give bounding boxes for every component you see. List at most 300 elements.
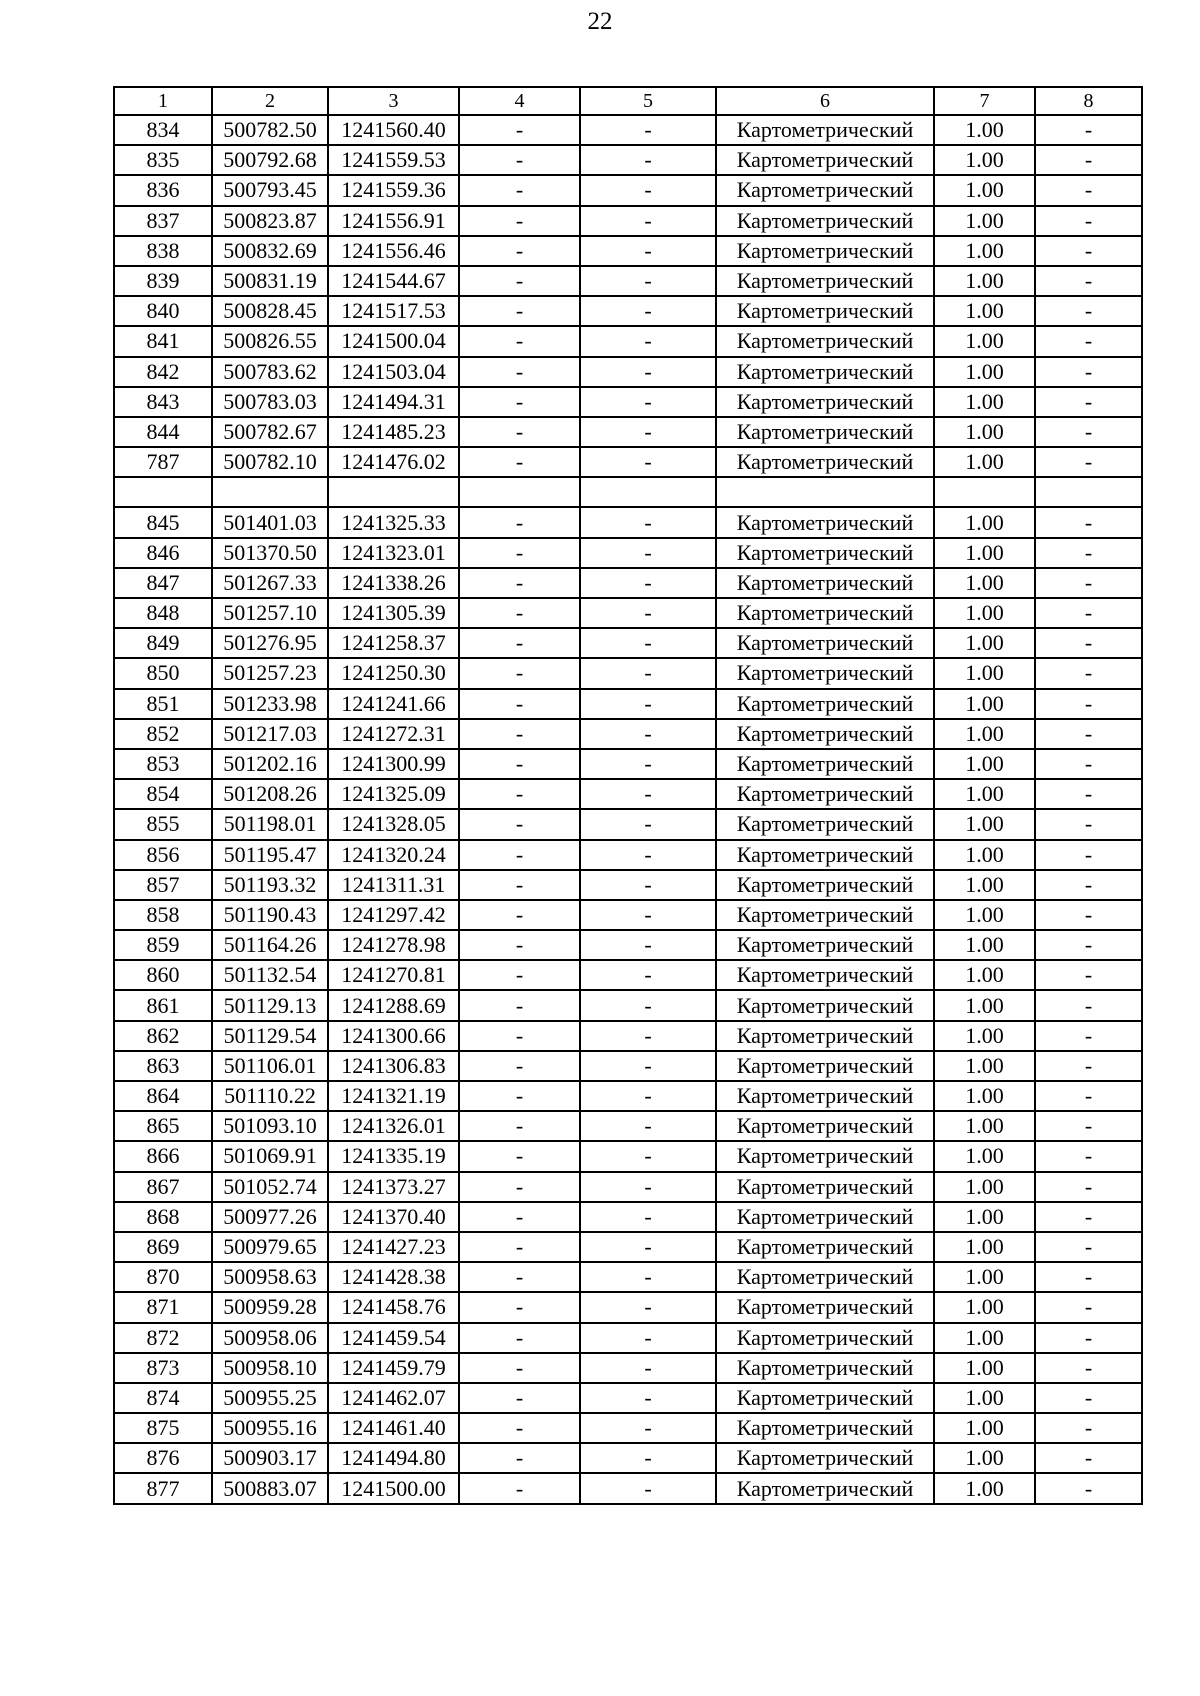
cell-x-coordinate: 500958.10 (212, 1353, 328, 1383)
cell-col-4: - (459, 990, 580, 1020)
cell-accuracy: 1.00 (934, 1141, 1035, 1171)
cell-point-number: 853 (114, 749, 212, 779)
cell-col-8: - (1035, 1443, 1142, 1473)
cell-y-coordinate: 1241270.81 (328, 960, 459, 990)
cell-col-5: - (580, 236, 716, 266)
cell-point-number: 843 (114, 387, 212, 417)
cell-accuracy: 1.00 (934, 326, 1035, 356)
cell-y-coordinate: 1241311.31 (328, 870, 459, 900)
cell-method: Картометрический (716, 840, 934, 870)
cell-col-8 (1035, 477, 1142, 507)
cell-point-number: 872 (114, 1323, 212, 1353)
cell-method: Картометрический (716, 960, 934, 990)
cell-x-coordinate: 500831.19 (212, 266, 328, 296)
cell-point-number: 854 (114, 779, 212, 809)
table-row (114, 990, 1142, 1020)
cell-col-4: - (459, 1262, 580, 1292)
cell-col-5: - (580, 175, 716, 205)
cell-accuracy: 1.00 (934, 1353, 1035, 1383)
cell-col-5: - (580, 206, 716, 236)
cell-col-5: - (580, 990, 716, 1020)
cell-method: Картометрический (716, 1383, 934, 1413)
cell-col-8: - (1035, 1292, 1142, 1322)
cell-col-4: - (459, 357, 580, 387)
cell-x-coordinate: 501052.74 (212, 1172, 328, 1202)
cell-accuracy: 1.00 (934, 417, 1035, 447)
cell-point-number (114, 477, 212, 507)
cell-accuracy: 1.00 (934, 1172, 1035, 1202)
cell-col-5: - (580, 1232, 716, 1262)
cell-method: Картометрический (716, 568, 934, 598)
cell-col-8: - (1035, 1262, 1142, 1292)
cell-col-5: - (580, 1172, 716, 1202)
cell-col-5: - (580, 1021, 716, 1051)
cell-col-8: - (1035, 960, 1142, 990)
column-header: 3 (328, 87, 459, 115)
cell-y-coordinate: 1241485.23 (328, 417, 459, 447)
cell-method: Картометрический (716, 206, 934, 236)
cell-y-coordinate: 1241278.98 (328, 930, 459, 960)
cell-x-coordinate: 500783.62 (212, 357, 328, 387)
column-header: 6 (716, 87, 934, 115)
cell-col-5: - (580, 296, 716, 326)
cell-point-number: 838 (114, 236, 212, 266)
cell-method: Картометрический (716, 749, 934, 779)
cell-x-coordinate: 501132.54 (212, 960, 328, 990)
cell-y-coordinate: 1241560.40 (328, 115, 459, 145)
cell-col-4: - (459, 1353, 580, 1383)
cell-method: Картометрический (716, 990, 934, 1020)
cell-col-5: - (580, 870, 716, 900)
cell-x-coordinate: 500955.16 (212, 1413, 328, 1443)
cell-col-5: - (580, 658, 716, 688)
cell-x-coordinate: 501257.10 (212, 598, 328, 628)
cell-point-number: 860 (114, 960, 212, 990)
cell-col-4: - (459, 538, 580, 568)
cell-col-8: - (1035, 326, 1142, 356)
cell-point-number: 864 (114, 1081, 212, 1111)
table-row (114, 145, 1142, 175)
table-row (114, 236, 1142, 266)
cell-method: Картометрический (716, 447, 934, 477)
cell-col-4: - (459, 507, 580, 537)
column-header: 8 (1035, 87, 1142, 115)
cell-accuracy: 1.00 (934, 840, 1035, 870)
table-row (114, 417, 1142, 447)
cell-method: Картометрический (716, 175, 934, 205)
cell-y-coordinate: 1241241.66 (328, 689, 459, 719)
column-header: 5 (580, 87, 716, 115)
cell-col-5 (580, 477, 716, 507)
cell-y-coordinate: 1241428.38 (328, 1262, 459, 1292)
cell-col-5: - (580, 1473, 716, 1503)
cell-y-coordinate: 1241459.79 (328, 1353, 459, 1383)
cell-y-coordinate: 1241272.31 (328, 719, 459, 749)
cell-col-8: - (1035, 1323, 1142, 1353)
cell-y-coordinate: 1241306.83 (328, 1051, 459, 1081)
cell-x-coordinate: 500958.06 (212, 1323, 328, 1353)
cell-method: Картометрический (716, 1111, 934, 1141)
cell-x-coordinate: 501198.01 (212, 809, 328, 839)
cell-accuracy: 1.00 (934, 568, 1035, 598)
cell-col-8: - (1035, 1413, 1142, 1443)
cell-x-coordinate: 500832.69 (212, 236, 328, 266)
cell-col-8: - (1035, 809, 1142, 839)
cell-accuracy (934, 477, 1035, 507)
table-row (114, 296, 1142, 326)
cell-y-coordinate: 1241556.91 (328, 206, 459, 236)
cell-x-coordinate: 500979.65 (212, 1232, 328, 1262)
cell-accuracy: 1.00 (934, 779, 1035, 809)
cell-col-4: - (459, 145, 580, 175)
cell-col-8: - (1035, 1051, 1142, 1081)
cell-x-coordinate: 501129.54 (212, 1021, 328, 1051)
cell-y-coordinate: 1241427.23 (328, 1232, 459, 1262)
cell-col-8: - (1035, 1081, 1142, 1111)
cell-x-coordinate: 501129.13 (212, 990, 328, 1020)
table-row (114, 598, 1142, 628)
cell-col-5: - (580, 930, 716, 960)
cell-accuracy: 1.00 (934, 538, 1035, 568)
cell-col-8: - (1035, 779, 1142, 809)
cell-point-number: 840 (114, 296, 212, 326)
cell-point-number: 857 (114, 870, 212, 900)
cell-point-number: 845 (114, 507, 212, 537)
cell-accuracy: 1.00 (934, 266, 1035, 296)
column-header: 7 (934, 87, 1035, 115)
cell-y-coordinate: 1241494.80 (328, 1443, 459, 1473)
cell-col-4: - (459, 296, 580, 326)
cell-col-8: - (1035, 598, 1142, 628)
cell-accuracy: 1.00 (934, 1443, 1035, 1473)
cell-point-number: 871 (114, 1292, 212, 1322)
cell-method: Картометрический (716, 387, 934, 417)
cell-accuracy: 1.00 (934, 1232, 1035, 1262)
cell-method: Картометрический (716, 1473, 934, 1503)
cell-method: Картометрический (716, 1323, 934, 1353)
cell-y-coordinate: 1241328.05 (328, 809, 459, 839)
cell-col-8: - (1035, 658, 1142, 688)
cell-col-5: - (580, 1383, 716, 1413)
cell-x-coordinate: 500955.25 (212, 1383, 328, 1413)
cell-method: Картометрический (716, 779, 934, 809)
cell-col-4: - (459, 115, 580, 145)
cell-method: Картометрический (716, 1202, 934, 1232)
cell-point-number: 877 (114, 1473, 212, 1503)
cell-y-coordinate: 1241250.30 (328, 658, 459, 688)
cell-point-number: 842 (114, 357, 212, 387)
cell-method: Картометрический (716, 357, 934, 387)
cell-x-coordinate: 500903.17 (212, 1443, 328, 1473)
cell-y-coordinate: 1241321.19 (328, 1081, 459, 1111)
table-row (114, 870, 1142, 900)
cell-col-8: - (1035, 840, 1142, 870)
cell-point-number: 849 (114, 628, 212, 658)
cell-point-number: 866 (114, 1141, 212, 1171)
table-row (114, 1262, 1142, 1292)
cell-point-number: 869 (114, 1232, 212, 1262)
table-row (114, 1443, 1142, 1473)
cell-col-5: - (580, 749, 716, 779)
cell-col-8: - (1035, 417, 1142, 447)
cell-x-coordinate: 501276.95 (212, 628, 328, 658)
cell-x-coordinate: 501370.50 (212, 538, 328, 568)
cell-col-4: - (459, 1413, 580, 1443)
cell-accuracy: 1.00 (934, 1413, 1035, 1443)
cell-accuracy: 1.00 (934, 960, 1035, 990)
cell-col-4: - (459, 266, 580, 296)
cell-col-4: - (459, 749, 580, 779)
cell-accuracy: 1.00 (934, 296, 1035, 326)
cell-y-coordinate: 1241258.37 (328, 628, 459, 658)
cell-y-coordinate: 1241326.01 (328, 1111, 459, 1141)
cell-col-5: - (580, 387, 716, 417)
cell-point-number: 837 (114, 206, 212, 236)
cell-y-coordinate: 1241305.39 (328, 598, 459, 628)
cell-method: Картометрический (716, 417, 934, 447)
cell-col-5: - (580, 1081, 716, 1111)
cell-col-4: - (459, 417, 580, 447)
cell-x-coordinate: 501257.23 (212, 658, 328, 688)
table-row (114, 538, 1142, 568)
cell-point-number: 847 (114, 568, 212, 598)
cell-col-4: - (459, 1473, 580, 1503)
table-row (114, 960, 1142, 990)
cell-accuracy: 1.00 (934, 628, 1035, 658)
cell-point-number: 844 (114, 417, 212, 447)
cell-col-4: - (459, 658, 580, 688)
cell-method: Картометрический (716, 296, 934, 326)
cell-col-5: - (580, 719, 716, 749)
cell-col-4: - (459, 1292, 580, 1322)
cell-x-coordinate: 501217.03 (212, 719, 328, 749)
table-row (114, 779, 1142, 809)
table-row (114, 930, 1142, 960)
table-row (114, 809, 1142, 839)
cell-y-coordinate: 1241517.53 (328, 296, 459, 326)
cell-col-5: - (580, 900, 716, 930)
cell-accuracy: 1.00 (934, 115, 1035, 145)
cell-point-number: 862 (114, 1021, 212, 1051)
cell-col-5: - (580, 1202, 716, 1232)
cell-method: Картометрический (716, 689, 934, 719)
cell-accuracy: 1.00 (934, 870, 1035, 900)
cell-x-coordinate: 501093.10 (212, 1111, 328, 1141)
cell-accuracy: 1.00 (934, 175, 1035, 205)
cell-y-coordinate: 1241476.02 (328, 447, 459, 477)
cell-accuracy: 1.00 (934, 1262, 1035, 1292)
cell-accuracy: 1.00 (934, 1323, 1035, 1353)
table-row (114, 266, 1142, 296)
cell-col-8: - (1035, 900, 1142, 930)
cell-y-coordinate: 1241325.33 (328, 507, 459, 537)
cell-col-4: - (459, 1141, 580, 1171)
cell-x-coordinate: 500823.87 (212, 206, 328, 236)
cell-col-8: - (1035, 1111, 1142, 1141)
cell-col-5: - (580, 1141, 716, 1171)
cell-x-coordinate: 500959.28 (212, 1292, 328, 1322)
cell-col-4: - (459, 1081, 580, 1111)
cell-x-coordinate: 500826.55 (212, 326, 328, 356)
cell-col-4: - (459, 1202, 580, 1232)
cell-col-4: - (459, 1383, 580, 1413)
cell-col-5: - (580, 628, 716, 658)
table-row (114, 1051, 1142, 1081)
cell-col-8: - (1035, 1202, 1142, 1232)
cell-col-8: - (1035, 447, 1142, 477)
cell-accuracy: 1.00 (934, 1051, 1035, 1081)
cell-x-coordinate: 500793.45 (212, 175, 328, 205)
cell-method: Картометрический (716, 1021, 934, 1051)
table-row (114, 206, 1142, 236)
cell-accuracy: 1.00 (934, 387, 1035, 417)
cell-x-coordinate: 500792.68 (212, 145, 328, 175)
cell-x-coordinate: 500883.07 (212, 1473, 328, 1503)
cell-method: Картометрический (716, 719, 934, 749)
cell-point-number: 836 (114, 175, 212, 205)
cell-method: Картометрический (716, 1413, 934, 1443)
cell-accuracy: 1.00 (934, 749, 1035, 779)
cell-accuracy: 1.00 (934, 206, 1035, 236)
cell-accuracy: 1.00 (934, 689, 1035, 719)
header-row (114, 87, 1142, 115)
cell-x-coordinate: 501233.98 (212, 689, 328, 719)
cell-col-5: - (580, 689, 716, 719)
cell-point-number: 856 (114, 840, 212, 870)
cell-col-8: - (1035, 1141, 1142, 1171)
cell-col-8: - (1035, 749, 1142, 779)
cell-col-8: - (1035, 145, 1142, 175)
cell-point-number: 867 (114, 1172, 212, 1202)
cell-col-4: - (459, 1323, 580, 1353)
table-row (114, 1383, 1142, 1413)
cell-accuracy: 1.00 (934, 447, 1035, 477)
cell-col-5: - (580, 809, 716, 839)
cell-x-coordinate: 500783.03 (212, 387, 328, 417)
cell-col-8: - (1035, 1473, 1142, 1503)
cell-point-number: 834 (114, 115, 212, 145)
cell-method: Картометрический (716, 538, 934, 568)
cell-method: Картометрический (716, 628, 934, 658)
cell-point-number: 868 (114, 1202, 212, 1232)
cell-y-coordinate: 1241544.67 (328, 266, 459, 296)
cell-col-5: - (580, 326, 716, 356)
cell-col-5: - (580, 115, 716, 145)
cell-method: Картометрический (716, 1172, 934, 1202)
table-row (114, 658, 1142, 688)
cell-col-4: - (459, 779, 580, 809)
cell-y-coordinate: 1241503.04 (328, 357, 459, 387)
cell-col-8: - (1035, 990, 1142, 1020)
cell-col-4: - (459, 1172, 580, 1202)
table-row (114, 1232, 1142, 1262)
cell-accuracy: 1.00 (934, 1292, 1035, 1322)
cell-x-coordinate: 501069.91 (212, 1141, 328, 1171)
cell-method: Картометрический (716, 236, 934, 266)
column-header: 2 (212, 87, 328, 115)
cell-point-number: 865 (114, 1111, 212, 1141)
cell-method: Картометрический (716, 1292, 934, 1322)
cell-accuracy: 1.00 (934, 1021, 1035, 1051)
cell-point-number: 861 (114, 990, 212, 1020)
cell-y-coordinate: 1241462.07 (328, 1383, 459, 1413)
cell-y-coordinate: 1241494.31 (328, 387, 459, 417)
cell-method: Картометрический (716, 1262, 934, 1292)
cell-accuracy: 1.00 (934, 990, 1035, 1020)
cell-accuracy: 1.00 (934, 598, 1035, 628)
cell-point-number: 855 (114, 809, 212, 839)
cell-col-5: - (580, 1323, 716, 1353)
table-row (114, 1202, 1142, 1232)
cell-col-5: - (580, 145, 716, 175)
cell-point-number: 851 (114, 689, 212, 719)
cell-col-5: - (580, 507, 716, 537)
cell-point-number: 859 (114, 930, 212, 960)
cell-col-5: - (580, 417, 716, 447)
cell-y-coordinate: 1241370.40 (328, 1202, 459, 1232)
cell-point-number: 841 (114, 326, 212, 356)
cell-col-5: - (580, 1443, 716, 1473)
cell-accuracy: 1.00 (934, 1383, 1035, 1413)
cell-col-4: - (459, 689, 580, 719)
cell-col-8: - (1035, 1021, 1142, 1051)
cell-method: Картометрический (716, 809, 934, 839)
cell-method: Картометрический (716, 930, 934, 960)
table-row (114, 1413, 1142, 1443)
cell-col-8: - (1035, 507, 1142, 537)
cell-point-number: 858 (114, 900, 212, 930)
cell-col-5: - (580, 1262, 716, 1292)
cell-col-8: - (1035, 689, 1142, 719)
cell-accuracy: 1.00 (934, 357, 1035, 387)
cell-x-coordinate: 501401.03 (212, 507, 328, 537)
cell-method: Картометрический (716, 507, 934, 537)
cell-point-number: 787 (114, 447, 212, 477)
cell-y-coordinate (328, 477, 459, 507)
cell-x-coordinate: 500977.26 (212, 1202, 328, 1232)
cell-col-4: - (459, 568, 580, 598)
cell-col-8: - (1035, 357, 1142, 387)
cell-col-4: - (459, 719, 580, 749)
cell-col-8: - (1035, 387, 1142, 417)
cell-method: Картометрический (716, 115, 934, 145)
cell-col-4: - (459, 175, 580, 205)
cell-col-5: - (580, 960, 716, 990)
table-row (114, 1172, 1142, 1202)
cell-col-4: - (459, 1051, 580, 1081)
cell-col-4: - (459, 387, 580, 417)
table-row (114, 1353, 1142, 1383)
cell-x-coordinate: 501164.26 (212, 930, 328, 960)
coordinates-table (113, 86, 1143, 1505)
page-number: 22 (587, 8, 613, 35)
cell-y-coordinate: 1241373.27 (328, 1172, 459, 1202)
cell-x-coordinate: 501195.47 (212, 840, 328, 870)
cell-y-coordinate: 1241556.46 (328, 236, 459, 266)
cell-col-8: - (1035, 719, 1142, 749)
cell-x-coordinate: 501110.22 (212, 1081, 328, 1111)
cell-x-coordinate: 500782.67 (212, 417, 328, 447)
table-row (114, 689, 1142, 719)
cell-y-coordinate: 1241461.40 (328, 1413, 459, 1443)
cell-col-4: - (459, 870, 580, 900)
cell-col-4: - (459, 1111, 580, 1141)
table-row (114, 326, 1142, 356)
table-row (114, 357, 1142, 387)
cell-y-coordinate: 1241325.09 (328, 779, 459, 809)
cell-accuracy: 1.00 (934, 236, 1035, 266)
cell-y-coordinate: 1241500.04 (328, 326, 459, 356)
